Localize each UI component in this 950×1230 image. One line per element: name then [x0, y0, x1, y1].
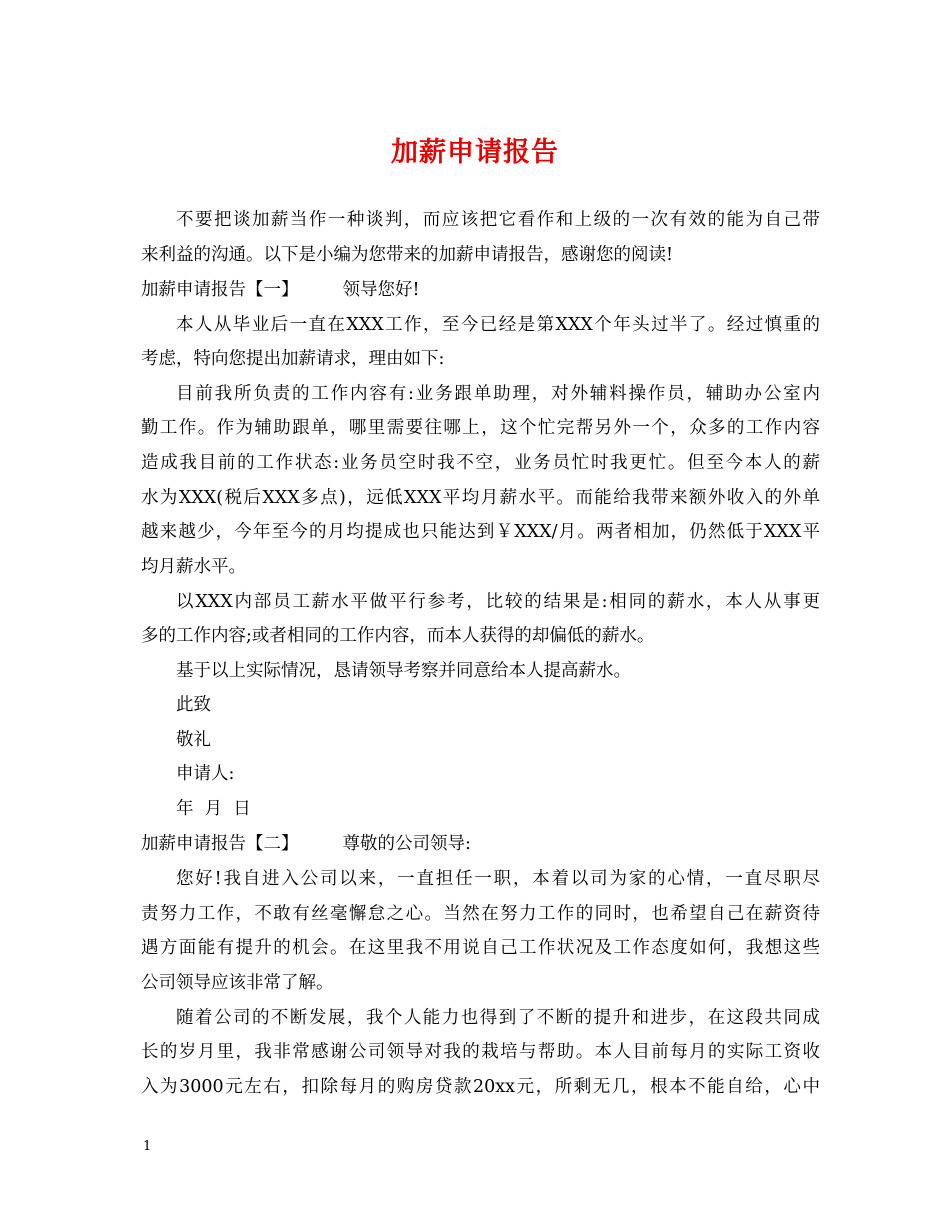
paragraph-line: 目前我所负责的工作内容有:业务跟单助理，对外辅料操作员，辅助办公室内: [176, 384, 820, 404]
paragraph-line: 不要把谈加薪当作一种谈判，而应该把它看作和上级的一次有效的能为自己带: [176, 210, 820, 230]
closing-line: 此致: [176, 695, 211, 715]
paragraph-line: 长的岁月里，我非常感谢公司领导对我的栽培与帮助。本人目前每月的实际工资收: [141, 1042, 820, 1062]
section-2-heading-line: [141, 830, 820, 858]
paragraph-line: 均月薪水平。: [141, 557, 246, 577]
paragraph-line: 勤工作。作为辅助跟单，哪里需要往哪上，这个忙完帮另外一个，众多的工作内容: [141, 418, 820, 438]
paragraph-line: 造成我目前的工作状态:业务员空时我不空，业务员忙时我更忙。但至今本人的薪: [141, 453, 820, 473]
paragraph-line: 公司领导应该非常了解。: [141, 973, 334, 993]
paragraph-line: 本人从毕业后一直在XXX工作，至今已经是第XXX个年头过半了。经过慎重的: [176, 315, 820, 335]
section-1-heading: 加薪申请报告【一】: [141, 280, 299, 300]
applicant-line: 申请人:: [176, 764, 235, 784]
page-number: 1: [143, 1139, 152, 1154]
paragraph-line: 以XXX内部员工薪水平做平行参考，比较的结果是:相同的薪水，本人从事更: [176, 592, 820, 612]
paragraph-line: 水为XXX(税后XXX多点)，远低XXX平均月薪水平。而能给我带来额外收入的外单: [141, 488, 820, 508]
paragraph-line: 责努力工作，不敢有丝毫懈怠之心。当然在努力工作的同时，也希望自己在薪资待: [141, 904, 820, 924]
paragraph-line: 来利益的沟通。以下是小编为您带来的加薪申请报告，感谢您的阅读!: [141, 245, 674, 265]
section-2-greeting: 尊敬的公司领导:: [342, 834, 471, 854]
paragraph-line: 越来越少，今年至今的月均提成也只能达到￥XXX/月。两者相加，仍然低于XXX平: [141, 522, 820, 542]
section-2-heading: 加薪申请报告【二】: [141, 834, 299, 854]
closing-line: 敬礼: [176, 730, 211, 750]
section-1-heading-line: [141, 276, 820, 304]
paragraph-line: 遇方面能有提升的机会。在这里我不用说自己工作状况及工作态度如何，我想这些: [141, 938, 820, 958]
document-title: 加薪申请报告: [391, 137, 559, 168]
paragraph-line: 随着公司的不断发展，我个人能力也得到了不断的提升和进步，在这段共同成: [176, 1008, 820, 1028]
paragraph-line: 基于以上实际情况，恳请领导考察并同意给本人提高薪水。: [176, 661, 631, 681]
paragraph-line: 多的工作内容;或者相同的工作内容，而本人获得的却偏低的薪水。: [141, 626, 655, 646]
date-line: 年 月 日: [176, 799, 251, 819]
section-1-greeting: 领导您好!: [342, 280, 420, 300]
paragraph-line: 考虑，特向您提出加薪请求，理由如下:: [141, 349, 445, 369]
paragraph-line: 入为3000元左右，扣除每月的购房贷款20xx元，所剩无几，根本不能自给，心中: [141, 1077, 820, 1097]
paragraph-line: 您好!我自进入公司以来，一直担任一职，本着以司为家的心情，一直尽职尽: [176, 869, 820, 889]
